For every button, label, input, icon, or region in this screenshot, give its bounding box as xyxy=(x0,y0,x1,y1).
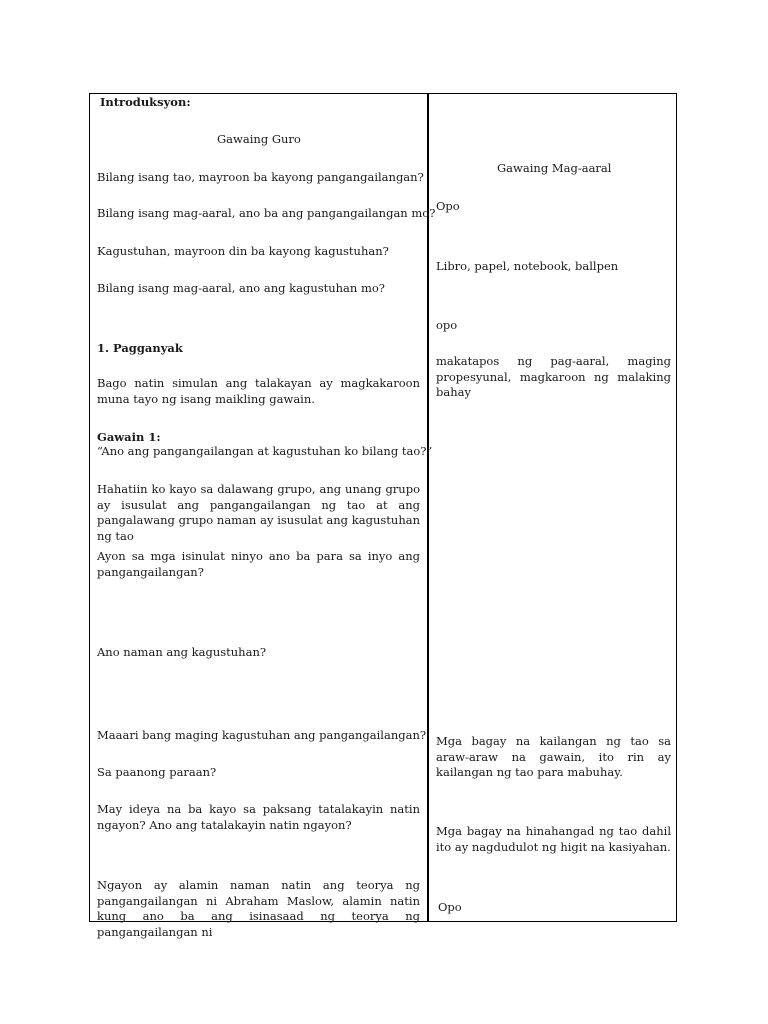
student-answer-6: Mga bagay na hinahangad ng tao dahil ito ay nagdudulot ng higit na kasiyahan. xyxy=(436,824,671,854)
teacher-question-3: Kagustuhan, mayroon din ba kayong kagustuhan? xyxy=(97,244,389,258)
gawain-quote: “Ano ang pangangailangan at kagustuhan ko bilang tao?” xyxy=(97,444,433,458)
teacher-question-2: Bilang isang mag-aaral, ano ba ang pangangailangan mo? xyxy=(97,206,436,220)
student-answer-5: Mga bagay na kailangan ng tao sa araw-araw na gawain, ito rin ay kailangan ng tao para mabuhay. xyxy=(436,734,671,779)
teacher-question-1: Bilang isang tao, mayroon ba kayong pangangailangan? xyxy=(97,170,424,184)
teacher-paragraph-5: Maaari bang maging kagustuhan ang pangangailangan? xyxy=(97,728,427,742)
teacher-question-4: Bilang isang mag-aaral, ano ang kagustuhan mo? xyxy=(97,281,385,295)
student-answer-2: Libro, papel, notebook, ballpen xyxy=(436,259,619,273)
teacher-paragraph-2: Hahatiin ko kayo sa dalawang grupo, ang unang grupo ay isusulat ang pangangailangan ng tao at ang pangalawang grupo naman ay isusulat ang kagustuhan ng tao xyxy=(97,482,420,543)
teacher-paragraph-1: Bago natin simulan ang talakayan ay magkakaroon muna tayo ng isang maikling gawain. xyxy=(97,376,420,406)
teacher-paragraph-6: Sa paanong paraan? xyxy=(97,765,217,779)
teacher-paragraph-4: Ano naman ang kagustuhan? xyxy=(97,645,267,659)
student-answer-4: makatapos ng pag-aaral, maging propesyunal, magkaroon ng malaking bahay xyxy=(436,354,671,399)
gawain-heading: Gawain 1: xyxy=(97,430,161,444)
intro-heading: Introduksyon: xyxy=(100,95,191,109)
student-answer-1: Opo xyxy=(436,199,460,213)
student-column-heading: Gawaing Mag-aaral xyxy=(497,161,612,175)
teacher-paragraph-8: Ngayon ay alamin naman natin ang teorya ng pangangailangan ni Abraham Maslow, alamin natin kung ano ba ang isinasaad ng teorya ng pangangailangan ni xyxy=(97,878,420,939)
teacher-paragraph-3: Ayon sa mga isinulat ninyo ano ba para sa inyo ang pangangailangan? xyxy=(97,549,420,579)
student-answer-7: Opo xyxy=(438,900,462,914)
teacher-paragraph-7: May ideya na ba kayo sa paksang tatalakayin natin ngayon? Ano ang tatalakayin natin ngayon? xyxy=(97,802,420,832)
lesson-plan-table xyxy=(89,93,677,939)
student-answer-3: opo xyxy=(436,318,458,332)
section-pagganyak-heading: 1. Pagganyak xyxy=(97,341,183,355)
teacher-column-heading: Gawaing Guro xyxy=(217,132,301,146)
